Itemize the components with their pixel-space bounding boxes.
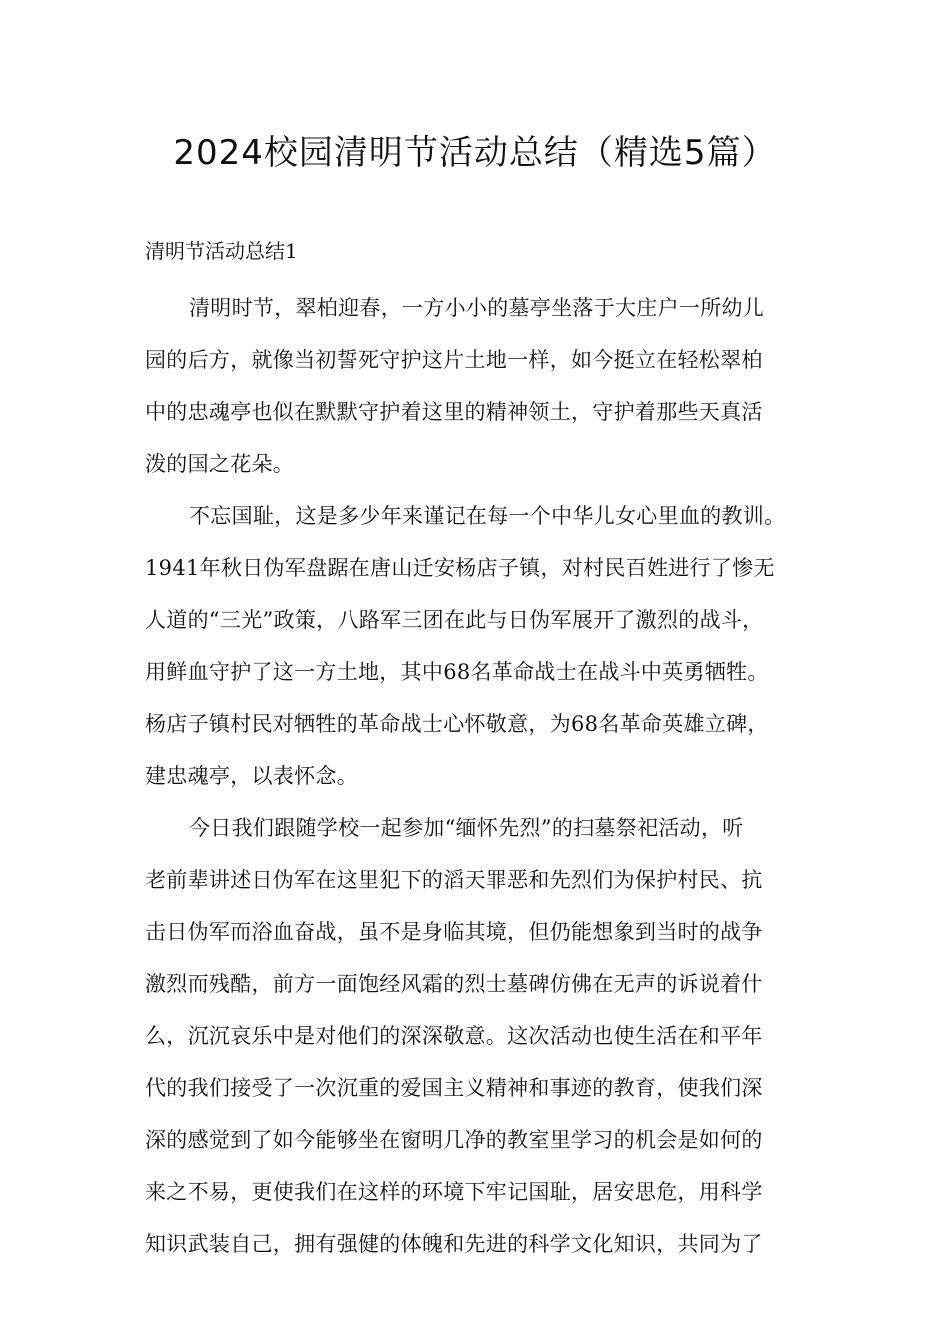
paragraph-line: 代的我们接受了一次沉重的爱国主义精神和事迹的教育，使我们深 bbox=[145, 1076, 763, 1100]
document-title: 2024校园清明节活动总结（精选5篇） bbox=[173, 133, 777, 173]
paragraph-line: 激烈而残酷，前方一面饱经风霜的烈士墓碑仿佛在无声的诉说着什 bbox=[145, 972, 763, 996]
paragraph-line: 中的忠魂亭也似在默默守护着这里的精神领土，守护着那些天真活 bbox=[145, 400, 763, 424]
paragraph-line: 园的后方，就像当初誓死守护这片土地一样，如今挺立在轻松翠柏 bbox=[145, 348, 763, 372]
paragraph-line: 泼的国之花朵。 bbox=[145, 452, 295, 476]
paragraph-line: 建忠魂亭，以表怀念。 bbox=[145, 764, 358, 788]
paragraph-line: 不忘国耻，这是多少年来谨记在每一个中华儿女心里血的教训。 bbox=[189, 504, 786, 528]
paragraph-line: 1941年秋日伪军盘踞在唐山迁安杨店子镇，对村民百姓进行了惨无 bbox=[145, 556, 775, 580]
paragraph-line: 人道的“三光”政策，八路军三团在此与日伪军展开了激烈的战斗， bbox=[145, 608, 764, 632]
section-heading: 清明节活动总结1 bbox=[145, 239, 298, 263]
paragraph-line: 深的感觉到了如今能够坐在窗明几净的教室里学习的机会是如何的 bbox=[145, 1128, 763, 1152]
paragraph-line: 老前辈讲述日伪军在这里犯下的滔天罪恶和先烈们为保护村民、抗 bbox=[145, 868, 763, 892]
paragraph-line: 击日伪军而浴血奋战，虽不是身临其境，但仍能想象到当时的战争 bbox=[145, 920, 763, 944]
paragraph-line: 用鲜血守护了这一方土地，其中68名革命战士在战斗中英勇牺牲。 bbox=[145, 660, 769, 684]
paragraph-line: 今日我们跟随学校一起参加“缅怀先烈”的扫墓祭祀活动，听 bbox=[189, 816, 744, 840]
paragraph-line: 杨店子镇村民对牺牲的革命战士心怀敬意，为68名革命英雄立碑， bbox=[145, 712, 769, 736]
paragraph-line: 么，沉沉哀乐中是对他们的深深敬意。这次活动也使生活在和平年 bbox=[145, 1024, 763, 1048]
paragraph-line: 来之不易，更使我们在这样的环境下牢记国耻，居安思危，用科学 bbox=[145, 1180, 763, 1204]
paragraph-line: 知识武装自己，拥有强健的体魄和先进的科学文化知识，共同为了 bbox=[145, 1232, 763, 1256]
paragraph-line: 清明时节，翠柏迎春，一方小小的墓亭坐落于大庄户一所幼儿 bbox=[189, 296, 765, 320]
document-body bbox=[145, 282, 809, 1270]
